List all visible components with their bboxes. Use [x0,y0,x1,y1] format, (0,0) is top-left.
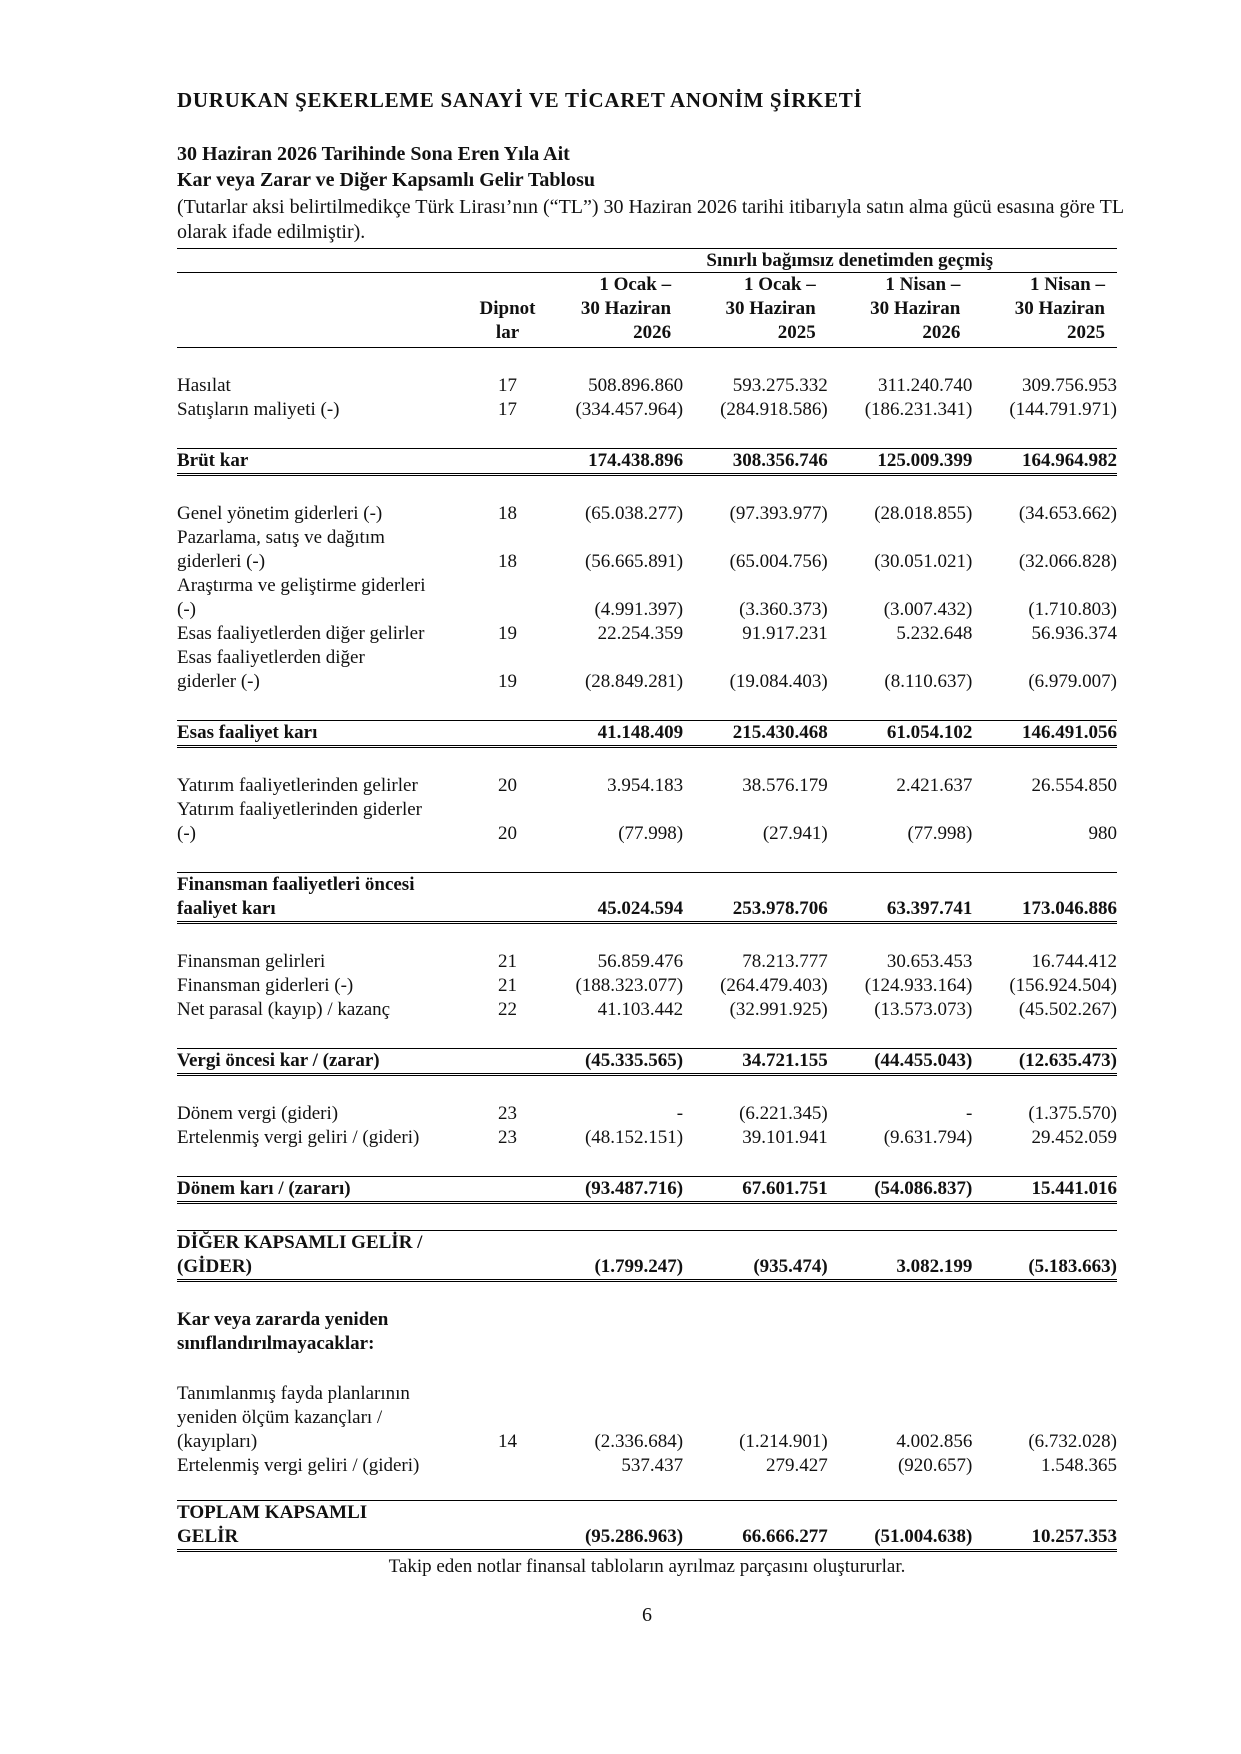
total-value: 66.666.277 [683,1501,828,1551]
total-value: 253.978.706 [683,873,828,923]
table-row [177,974,1117,998]
row-value: 39.101.941 [742,1127,828,1148]
total-row [177,1231,1117,1281]
row-value: (6.732.028) [1028,1431,1117,1452]
row-value: (65.038.277) [584,503,684,524]
total-row [177,449,1117,475]
table-row [177,574,1117,622]
row-value: (77.998) [907,823,973,844]
row-value: (32.066.828) [1018,551,1117,572]
table-row [177,374,1117,398]
total-value: 125.009.399 [828,449,973,475]
table-row [177,646,1117,694]
row-value: (264.479.403) [720,975,828,996]
table-row [177,950,1117,974]
row-label: Pazarlama, satış ve dağıtım giderleri (-) [177,527,385,572]
total-value: (51.004.638) [828,1501,973,1551]
total-value: 63.397.741 [828,873,973,923]
row-value: 593.275.332 [732,375,828,396]
row-value: (9.631.794) [883,1127,973,1148]
row-value: 26.554.850 [1031,775,1117,796]
row-value: (19.084.403) [729,671,828,692]
row-label: Finansman gelirleri [177,951,326,972]
row-value: (3.007.432) [883,599,973,620]
company-name: DURUKAN ŞEKERLEME SANAYİ VE TİCARET ANONİM ŞİRKETİ [177,88,863,112]
total-value: (1.799.247) [539,1231,684,1281]
row-value: (2.336.684) [594,1431,684,1452]
row-value: (920.657) [897,1455,973,1476]
total-value: 34.721.155 [683,1049,828,1075]
column-header-2: 1 Ocak – 30 Haziran 2025 [683,273,828,348]
row-label: Genel yönetim giderleri (-) [177,503,383,524]
row-value: 41.103.442 [597,999,684,1020]
total-value: 308.356.746 [683,449,828,475]
row-value: 279.427 [765,1455,828,1476]
row-value: (45.502.267) [1018,999,1117,1020]
total-value: 215.430.468 [683,721,828,747]
row-value: 1.548.365 [1041,1455,1117,1476]
total-value: (45.335.565) [539,1049,684,1075]
total-value: 3.082.199 [828,1231,973,1281]
total-value: (95.286.963) [539,1501,684,1551]
table-row [177,1454,1117,1478]
row-value: 30.653.453 [886,951,973,972]
total-value: (93.487.716) [539,1177,684,1203]
row-note: 19 [498,623,518,644]
row-value: (30.051.021) [874,551,973,572]
currency-note: (Tutarlar aksi belirtilmedikçe Türk Lirası’nın (“TL”) 30 Haziran 2026 tarihi itibarıyla satın alma gücü esasına göre TL olarak ifade edilmiştir). [177,196,1124,243]
row-value: (188.323.077) [575,975,684,996]
total-value: 173.046.886 [972,873,1117,923]
total-label: Esas faaliyet karı [177,721,477,747]
row-label: Yatırım faaliyetlerinden gelirler [177,775,418,796]
row-value: 3.954.183 [607,775,684,796]
total-label: TOPLAM KAPSAMLI GELİR [177,1501,477,1551]
row-label: Ertelenmiş vergi geliri / (gideri) [177,1455,420,1476]
row-note: 18 [498,551,518,572]
row-value: (6.221.345) [739,1103,828,1124]
row-value: (32.991.925) [729,999,828,1020]
row-value: 38.576.179 [742,775,828,796]
row-value: 537.437 [621,1455,684,1476]
total-value: 10.257.353 [972,1501,1117,1551]
row-value: 78.213.777 [742,951,828,972]
row-value: (1.375.570) [1028,1103,1117,1124]
total-value: 67.601.751 [683,1177,828,1203]
row-value: 311.240.740 [878,375,973,396]
total-value: 174.438.896 [539,449,684,475]
total-row [177,1177,1117,1203]
row-value: (1.214.901) [739,1431,828,1452]
footer-note: Takip eden notlar finansal tabloların ayrılmaz parçasını oluştururlar. [388,1556,906,1577]
row-value: - [966,1103,973,1124]
row-label: Tanımlanmış fayda planlarının yeniden ölçüm kazançları / (kayıpları) [177,1383,410,1452]
table-row [177,1126,1117,1150]
row-value: 309.756.953 [1022,375,1117,396]
total-value: (12.635.473) [972,1049,1117,1075]
income-statement-table [177,248,1117,1552]
column-header-3: 1 Nisan – 30 Haziran 2026 [828,273,973,348]
row-value: (27.941) [762,823,828,844]
row-note: 20 [498,775,518,796]
row-value: (13.573.073) [874,999,973,1020]
row-value: (6.979.007) [1028,671,1117,692]
row-value: (65.004.756) [729,551,828,572]
row-value: (8.110.637) [884,671,973,692]
total-value: (935.474) [683,1231,828,1281]
section-heading: Kar veya zararda yeniden sınıflandırılmayacaklar: [177,1309,389,1354]
row-note: 17 [498,399,518,420]
row-value: (124.933.164) [864,975,973,996]
table-row [177,502,1117,526]
total-value: 146.491.056 [972,721,1117,747]
row-value: 980 [1088,823,1117,844]
row-value: (34.653.662) [1018,503,1117,524]
row-value: (48.152.151) [584,1127,684,1148]
row-label: Ertelenmiş vergi geliri / (gideri) [177,1127,420,1148]
total-label: Dönem karı / (zararı) [177,1177,477,1203]
row-note: 20 [498,823,518,844]
row-value: (3.360.373) [739,599,828,620]
row-note: 14 [498,1431,518,1452]
row-value: (28.849.281) [584,671,684,692]
row-value: (284.918.586) [720,399,828,420]
total-row [177,873,1117,923]
row-label: Finansman giderleri (-) [177,975,354,996]
row-note: 21 [498,975,518,996]
total-value: 45.024.594 [539,873,684,923]
total-label: DİĞER KAPSAMLI GELİR / (GİDER) [177,1231,477,1281]
table-row [177,526,1117,574]
page-number: 6 [642,1604,652,1626]
row-value: (28.018.855) [874,503,973,524]
total-row [177,1049,1117,1075]
table-row [177,998,1117,1022]
row-label: Esas faaliyetlerden diğer gelirler [177,623,425,644]
row-label: Esas faaliyetlerden diğer giderler (-) [177,647,365,692]
row-value: 56.859.476 [597,951,684,972]
row-value: (156.924.504) [1009,975,1117,996]
row-label: Satışların maliyeti (-) [177,399,340,420]
row-label: Dönem vergi (gideri) [177,1103,339,1124]
column-header-row [177,273,1117,348]
row-label: Araştırma ve geliştirme giderleri (-) [177,575,426,620]
row-value: 56.936.374 [1031,623,1117,644]
grand-total-row [177,1501,1117,1551]
row-value: (77.998) [618,823,684,844]
row-label: Net parasal (kayıp) / kazanç [177,999,391,1020]
row-note: 23 [498,1103,518,1124]
row-value: - [676,1103,684,1124]
row-note: 23 [498,1127,518,1148]
table-row [177,1382,1117,1454]
total-value: (54.086.837) [828,1177,973,1203]
statement-title-line2: Kar veya Zarar ve Diğer Kapsamlı Gelir Tablosu [177,169,595,191]
total-value: 61.054.102 [828,721,973,747]
total-value: (5.183.663) [972,1231,1117,1281]
total-label: Vergi öncesi kar / (zarar) [177,1049,477,1075]
row-value: (334.457.964) [575,399,684,420]
total-value: 164.964.982 [972,449,1117,475]
column-header-1: 1 Ocak – 30 Haziran 2026 [539,273,684,348]
table-row [177,774,1117,798]
row-note: 17 [498,375,518,396]
row-value: (4.991.397) [594,599,684,620]
row-note: 22 [498,999,518,1020]
total-value: 41.148.409 [539,721,684,747]
row-value: (186.231.341) [864,399,973,420]
row-value: (1.710.803) [1028,599,1117,620]
section-heading-row [177,1308,1117,1356]
total-row [177,721,1117,747]
column-header-note: Dipnot lar [477,273,539,348]
row-note: 21 [498,951,518,972]
row-note: 18 [498,503,518,524]
row-value: (144.791.971) [1009,399,1117,420]
row-label: Hasılat [177,375,231,396]
row-value: 4.002.856 [896,1431,973,1452]
table-row [177,398,1117,422]
row-value: (97.393.977) [729,503,828,524]
row-value: 5.232.648 [896,623,973,644]
table-row [177,798,1117,846]
table-row [177,1102,1117,1126]
row-value: 29.452.059 [1031,1127,1117,1148]
row-note: 19 [498,671,518,692]
total-value: 15.441.016 [972,1177,1117,1203]
row-value: 22.254.359 [597,623,684,644]
total-label: Brüt kar [177,449,477,475]
row-value: 91.917.231 [742,623,828,644]
column-header-4: 1 Nisan – 30 Haziran 2025 [972,273,1117,348]
row-label: Yatırım faaliyetlerinden giderler (-) [177,799,422,844]
total-value: (44.455.043) [828,1049,973,1075]
row-value: 508.896.860 [588,375,684,396]
table-row [177,622,1117,646]
statement-title-line1: 30 Haziran 2026 Tarihinde Sona Eren Yıla Ait [177,143,570,165]
audit-header-row [177,249,1117,273]
row-value: (56.665.891) [584,551,684,572]
total-label: Finansman faaliyetleri öncesi faaliyet karı [177,873,477,923]
row-value: 2.421.637 [896,775,973,796]
row-value: 16.744.412 [1031,951,1117,972]
audit-header: Sınırlı bağımsız denetimden geçmiş [177,249,1117,273]
